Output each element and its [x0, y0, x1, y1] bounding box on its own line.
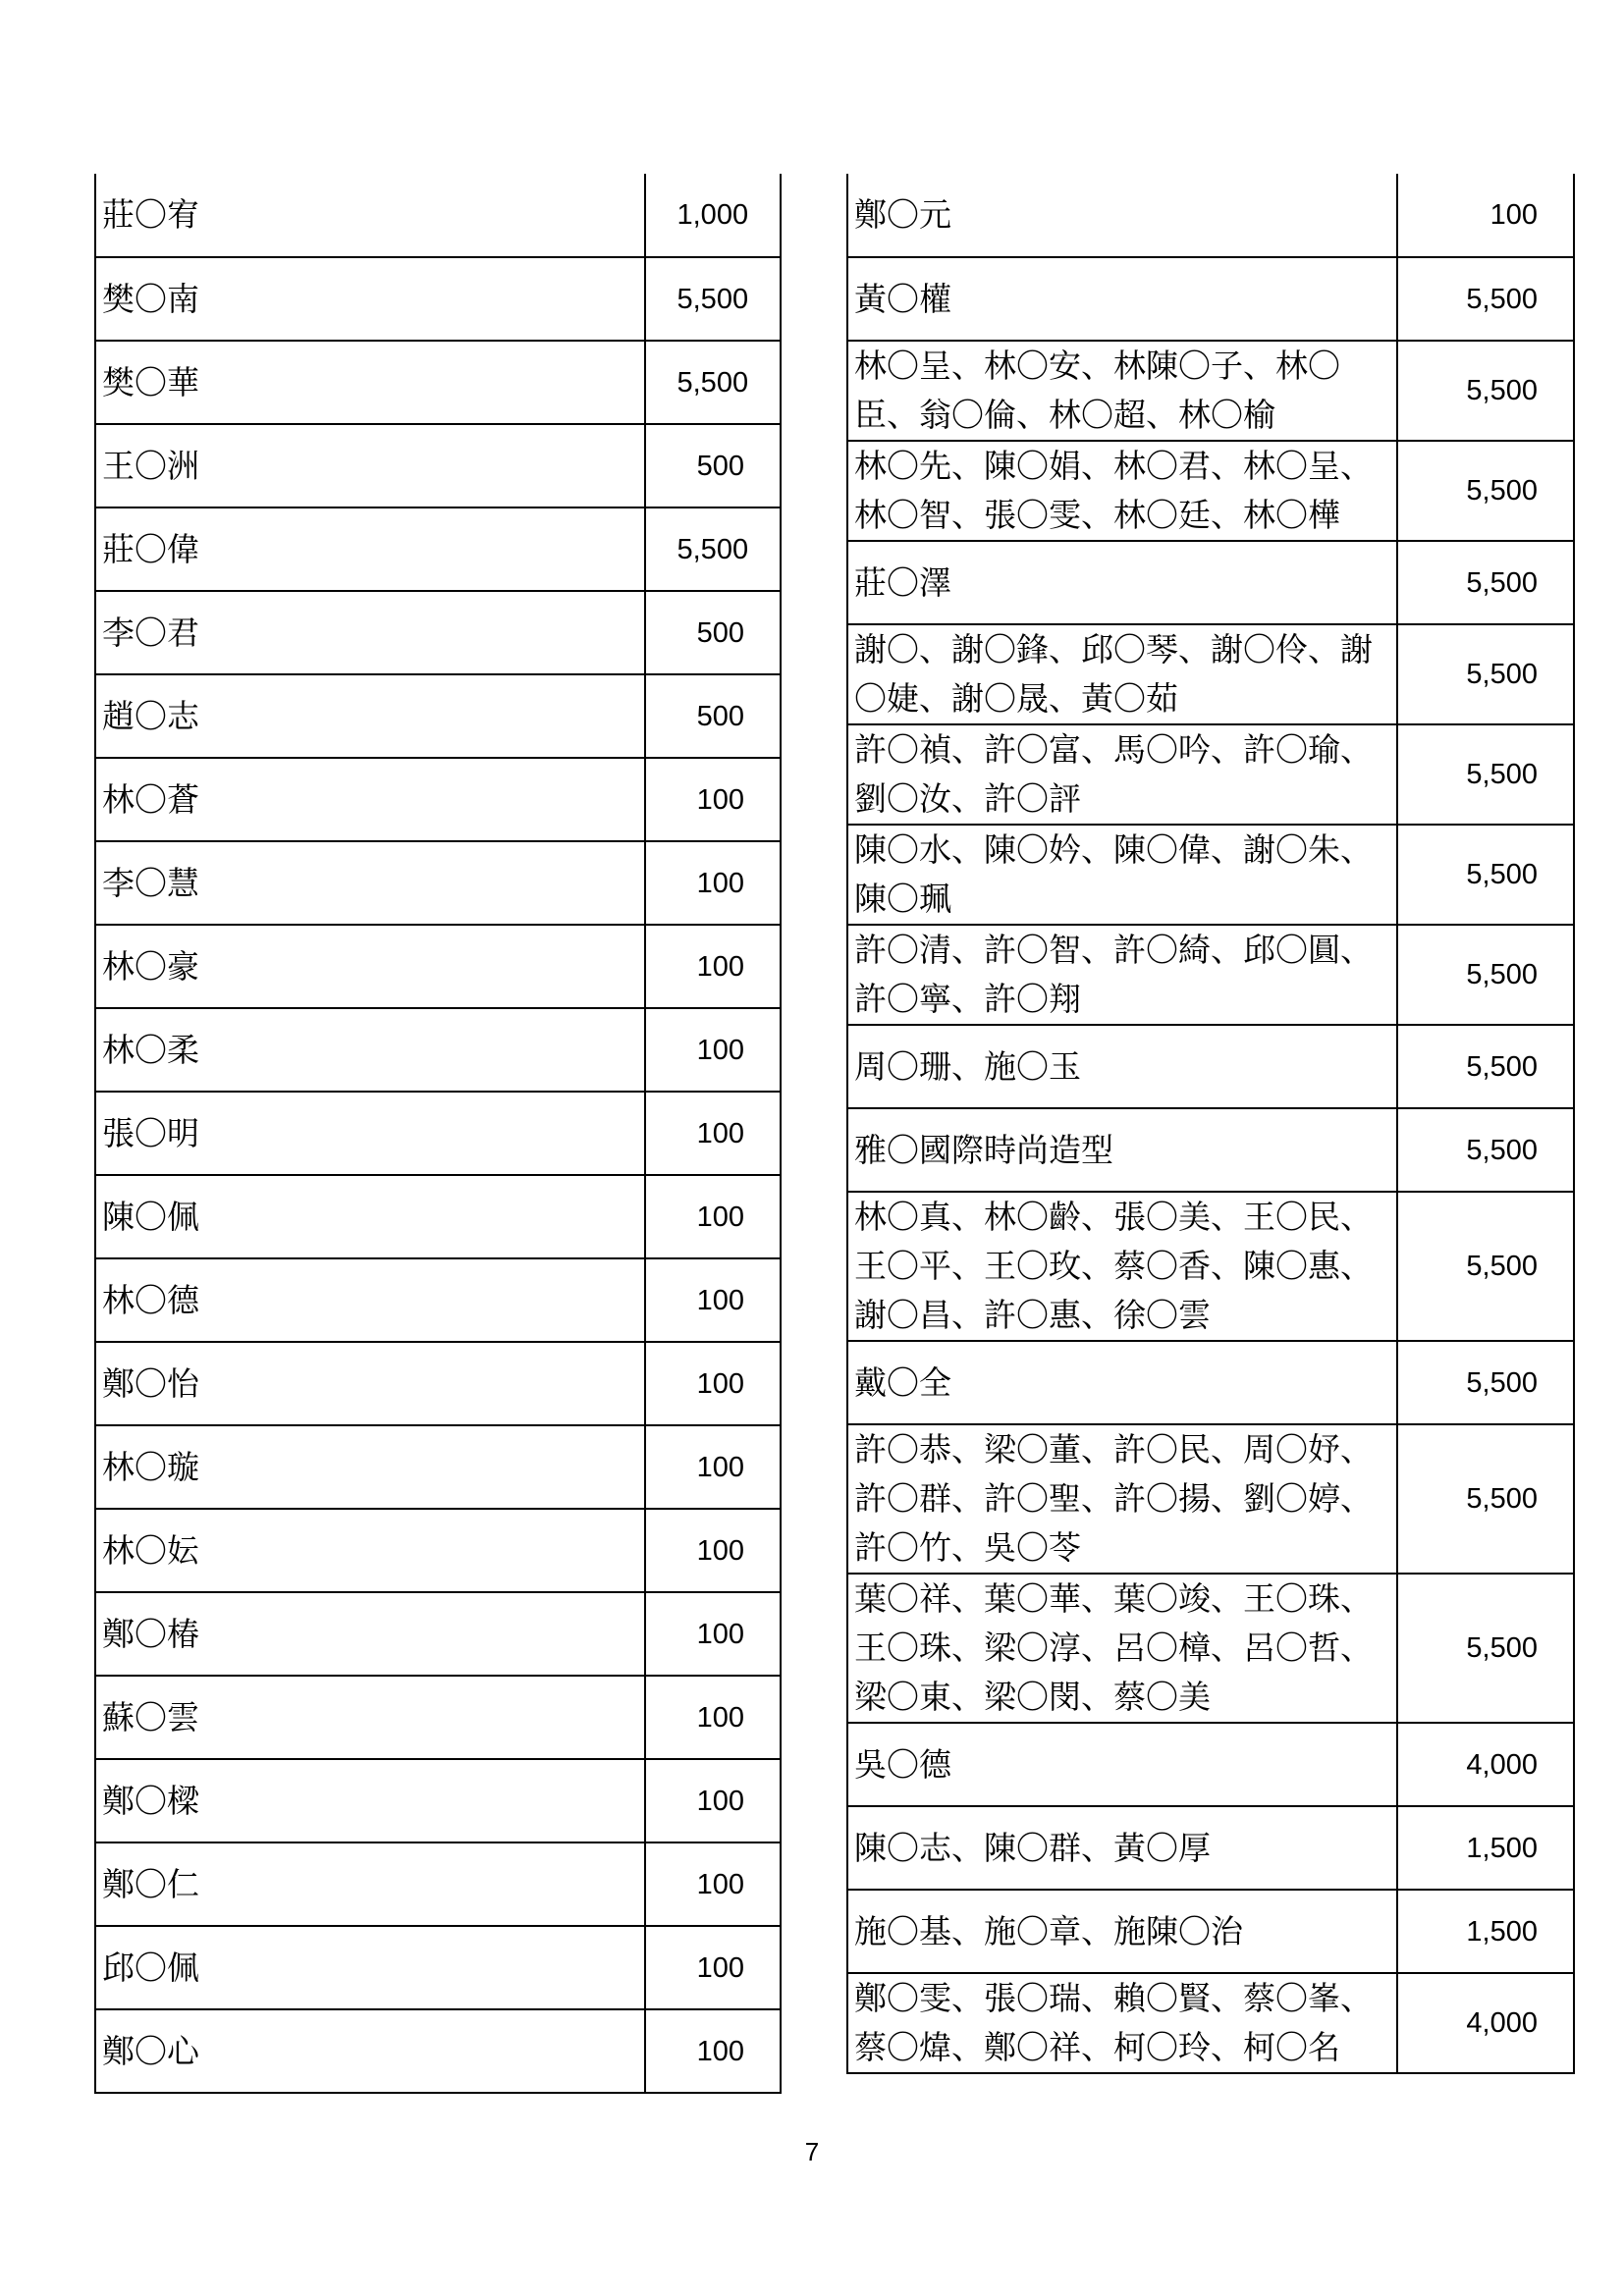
- table-row: [95, 1592, 781, 1676]
- donation-amount: 500: [645, 591, 781, 674]
- table-row: [95, 591, 781, 674]
- table-row: [95, 1092, 781, 1175]
- right-donor-table: [846, 174, 1575, 2074]
- donation-amount: 100: [645, 1842, 781, 1926]
- donor-name: 林〇呈、林〇安、林陳〇子、林〇臣、翁〇倫、林〇超、林〇榆: [847, 341, 1397, 441]
- donor-name: 林〇璇: [95, 1425, 645, 1509]
- table-row: [847, 1341, 1574, 1424]
- table-row: [847, 1108, 1574, 1192]
- donor-name: 趙〇志: [95, 674, 645, 758]
- donation-amount: 5,500: [1397, 624, 1574, 724]
- table-row: [95, 841, 781, 925]
- table-row: [847, 341, 1574, 441]
- donor-name: 李〇君: [95, 591, 645, 674]
- table-row: [95, 2009, 781, 2093]
- donation-amount: 100: [645, 758, 781, 841]
- donor-name: 王〇洲: [95, 424, 645, 507]
- donation-amount: 100: [645, 1092, 781, 1175]
- donor-name: 莊〇澤: [847, 541, 1397, 624]
- donor-name: 雅〇國際時尚造型: [847, 1108, 1397, 1192]
- donation-amount: 500: [645, 424, 781, 507]
- donor-name: 林〇柔: [95, 1008, 645, 1092]
- donor-name: 莊〇宥: [95, 174, 645, 257]
- donation-amount: 5,500: [1397, 1341, 1574, 1424]
- donor-name: 謝〇、謝〇鋒、邱〇琴、謝〇伶、謝〇婕、謝〇晟、黃〇茹: [847, 624, 1397, 724]
- donation-amount: 5,500: [1397, 541, 1574, 624]
- donation-amount: 100: [645, 1509, 781, 1592]
- donor-name: 李〇慧: [95, 841, 645, 925]
- donor-name: 許〇禎、許〇富、馬〇吟、許〇瑜、劉〇汝、許〇評: [847, 724, 1397, 825]
- donor-name: 鄭〇仁: [95, 1842, 645, 1926]
- page-number: 7: [804, 2137, 820, 2166]
- donation-amount: 1,500: [1397, 1890, 1574, 1973]
- table-row: [847, 257, 1574, 341]
- table-row: [95, 1425, 781, 1509]
- table-row: [95, 1342, 781, 1425]
- donor-name: 陳〇佩: [95, 1175, 645, 1258]
- table-row: [847, 825, 1574, 925]
- table-row: [95, 341, 781, 424]
- donor-name: 邱〇佩: [95, 1926, 645, 2009]
- donation-amount: 100: [645, 1425, 781, 1509]
- donation-amount: 5,500: [1397, 724, 1574, 825]
- donor-name: 張〇明: [95, 1092, 645, 1175]
- donation-amount: 100: [645, 2009, 781, 2093]
- donor-name: 林〇德: [95, 1258, 645, 1342]
- left-donor-table: [94, 174, 782, 2094]
- donation-amount: 4,000: [1397, 1723, 1574, 1806]
- donation-amount: 5,500: [1397, 341, 1574, 441]
- table-row: [847, 1424, 1574, 1574]
- donor-name: 周〇珊、施〇玉: [847, 1025, 1397, 1108]
- donor-name: 林〇豪: [95, 925, 645, 1008]
- donor-name: 林〇真、林〇齡、張〇美、王〇民、王〇平、王〇玫、蔡〇香、陳〇惠、謝〇昌、許〇惠、徐〇雲: [847, 1192, 1397, 1341]
- donor-name: 鄭〇椿: [95, 1592, 645, 1676]
- table-row: [847, 1723, 1574, 1806]
- table-row: [847, 1890, 1574, 1973]
- table-row: [95, 1175, 781, 1258]
- donation-amount: 5,500: [1397, 1108, 1574, 1192]
- donor-name: 鄭〇怡: [95, 1342, 645, 1425]
- donation-amount: 100: [645, 925, 781, 1008]
- donor-name: 林〇先、陳〇娟、林〇君、林〇呈、林〇智、張〇雯、林〇廷、林〇樺: [847, 441, 1397, 541]
- donation-amount: 100: [1397, 174, 1574, 257]
- donor-name: 吳〇德: [847, 1723, 1397, 1806]
- table-row: [847, 925, 1574, 1025]
- table-row: [95, 1258, 781, 1342]
- donor-name: 戴〇全: [847, 1341, 1397, 1424]
- table-row: [847, 1806, 1574, 1890]
- donation-amount: 4,000: [1397, 1973, 1574, 2073]
- donation-amount: 5,500: [645, 257, 781, 341]
- donation-amount: 100: [645, 1926, 781, 2009]
- donation-amount: 5,500: [1397, 1574, 1574, 1723]
- donation-amount: 5,500: [1397, 925, 1574, 1025]
- table-row: [847, 441, 1574, 541]
- donor-name: 陳〇水、陳〇妗、陳〇偉、謝〇朱、陳〇珮: [847, 825, 1397, 925]
- donation-amount: 100: [645, 1175, 781, 1258]
- table-row: [95, 1842, 781, 1926]
- donor-name: 蘇〇雲: [95, 1676, 645, 1759]
- table-row: [847, 174, 1574, 257]
- donor-name: 莊〇偉: [95, 507, 645, 591]
- donation-amount: 100: [645, 1592, 781, 1676]
- donation-amount: 100: [645, 841, 781, 925]
- donation-amount: 100: [645, 1342, 781, 1425]
- table-row: [95, 257, 781, 341]
- donation-amount: 5,500: [1397, 441, 1574, 541]
- table-row: [847, 1192, 1574, 1341]
- table-row: [95, 925, 781, 1008]
- table-row: [95, 1008, 781, 1092]
- table-row: [95, 174, 781, 257]
- table-row: [95, 424, 781, 507]
- donation-amount: 100: [645, 1676, 781, 1759]
- donor-name: 鄭〇樑: [95, 1759, 645, 1842]
- donor-name: 鄭〇元: [847, 174, 1397, 257]
- donation-amount: 1,000: [645, 174, 781, 257]
- donation-amount: 5,500: [645, 507, 781, 591]
- donor-name: 陳〇志、陳〇群、黃〇厚: [847, 1806, 1397, 1890]
- donation-amount: 1,500: [1397, 1806, 1574, 1890]
- table-row: [95, 674, 781, 758]
- table-row: [847, 624, 1574, 724]
- table-row: [847, 1574, 1574, 1723]
- donation-amount: 5,500: [1397, 257, 1574, 341]
- table-row: [95, 1759, 781, 1842]
- donation-amount: 5,500: [1397, 1192, 1574, 1341]
- donation-amount: 5,500: [1397, 1424, 1574, 1574]
- table-row: [95, 758, 781, 841]
- donor-name: 林〇蒼: [95, 758, 645, 841]
- table-row: [847, 1973, 1574, 2073]
- table-row: [847, 724, 1574, 825]
- donor-name: 鄭〇雯、張〇瑞、賴〇賢、蔡〇峯、蔡〇煒、鄭〇祥、柯〇玲、柯〇名: [847, 1973, 1397, 2073]
- donation-amount: 100: [645, 1008, 781, 1092]
- table-row: [847, 541, 1574, 624]
- donor-name: 黃〇權: [847, 257, 1397, 341]
- donor-name: 林〇妘: [95, 1509, 645, 1592]
- donor-name: 樊〇華: [95, 341, 645, 424]
- donor-name: 鄭〇心: [95, 2009, 645, 2093]
- donation-amount: 100: [645, 1258, 781, 1342]
- donation-amount: 5,500: [1397, 825, 1574, 925]
- donor-name: 許〇清、許〇智、許〇綺、邱〇圓、許〇寧、許〇翔: [847, 925, 1397, 1025]
- table-row: [95, 507, 781, 591]
- donation-amount: 100: [645, 1759, 781, 1842]
- table-row: [847, 1025, 1574, 1108]
- donation-amount: 500: [645, 674, 781, 758]
- donor-name: 許〇恭、梁〇董、許〇民、周〇妤、許〇群、許〇聖、許〇揚、劉〇婷、許〇竹、吳〇苓: [847, 1424, 1397, 1574]
- table-row: [95, 1926, 781, 2009]
- donor-name: 施〇基、施〇章、施陳〇治: [847, 1890, 1397, 1973]
- donor-name: 葉〇祥、葉〇華、葉〇竣、王〇珠、王〇珠、梁〇淳、呂〇樟、呂〇哲、梁〇東、梁〇閔、蔡〇美: [847, 1574, 1397, 1723]
- table-row: [95, 1509, 781, 1592]
- table-row: [95, 1676, 781, 1759]
- donation-amount: 5,500: [645, 341, 781, 424]
- donation-amount: 5,500: [1397, 1025, 1574, 1108]
- donor-name: 樊〇南: [95, 257, 645, 341]
